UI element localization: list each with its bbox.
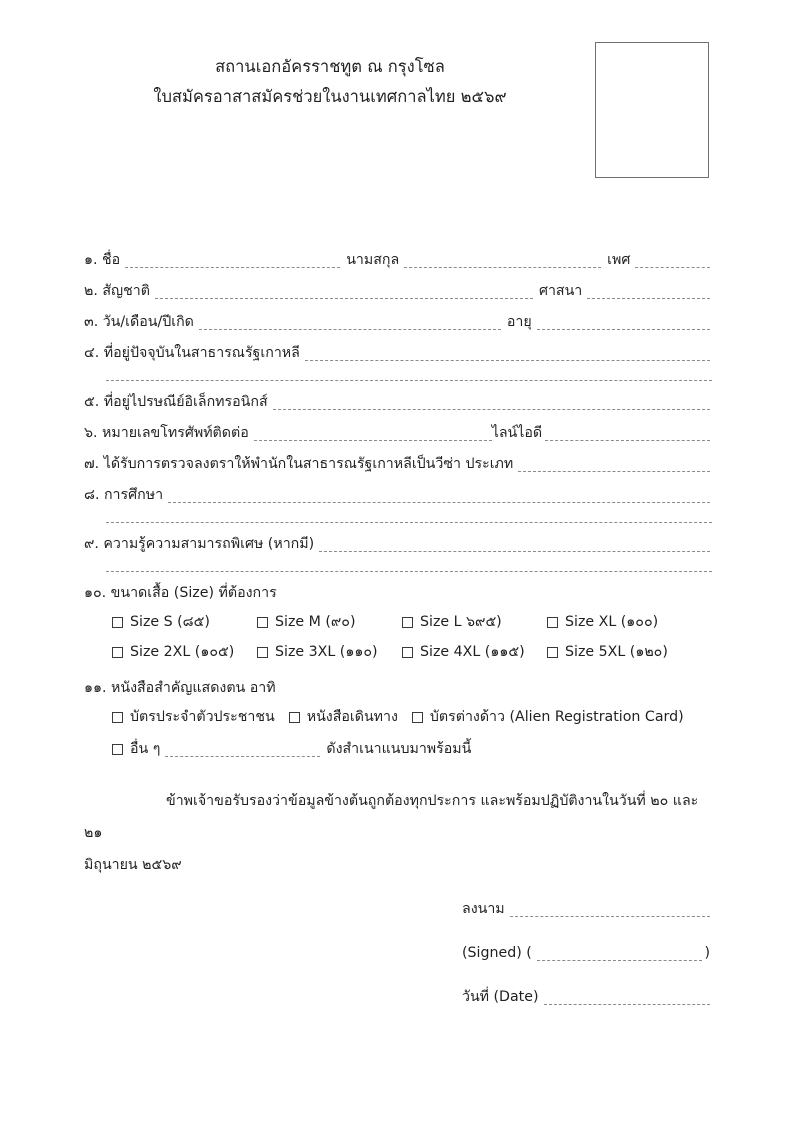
label-item9-skills: ๙. ความรู้ความสามารถพิเศษ (หากมี) <box>84 536 315 552</box>
checkbox-item-alien-registration-card[interactable] <box>412 707 684 727</box>
checkbox-icon[interactable] <box>112 617 123 628</box>
input-printed-name[interactable] <box>537 949 703 961</box>
label-item8-education: ๘. การศึกษา <box>84 487 164 503</box>
input-education-line1[interactable] <box>168 491 710 503</box>
input-signature[interactable] <box>510 905 710 917</box>
field-row-phone <box>84 423 712 443</box>
label-item11-identity-docs: ๑๑. หนังสือสำคัญแสดงตน อาทิ <box>84 680 276 696</box>
checkbox-label: Size L ๖๙๕) <box>420 614 502 630</box>
signature-row-printed-name <box>462 943 712 963</box>
checkbox-label: Size S (๘๕) <box>130 614 210 630</box>
checkbox-label: Size 3XL (๑๑๐) <box>275 644 378 660</box>
identity-docs-row <box>84 707 712 727</box>
input-phone[interactable] <box>254 429 492 441</box>
input-nationality[interactable] <box>155 287 533 299</box>
checkbox-icon[interactable] <box>257 647 268 658</box>
checkbox-label: Size XL (๑๐๐) <box>565 614 659 630</box>
checkbox-item-size-s[interactable] <box>112 612 257 632</box>
input-sex[interactable] <box>635 256 710 268</box>
input-address-line2[interactable] <box>106 369 712 381</box>
checkbox-item-size-m[interactable] <box>257 612 402 632</box>
checkbox-item-size-4xl[interactable] <box>402 642 547 662</box>
checkbox-icon[interactable] <box>547 647 558 658</box>
label-surname: นามสกุล <box>346 252 400 268</box>
label-signed-close-paren: ) <box>704 945 710 961</box>
label-item2-nationality: ๒. สัญชาติ <box>84 283 150 299</box>
form-body <box>84 250 712 1031</box>
checkbox-icon-other[interactable] <box>112 744 123 755</box>
label-item4-address: ๔. ที่อยู่ปัจจุบันในสาธารณรัฐเกาหลี <box>84 345 300 361</box>
input-address-line1[interactable] <box>305 349 710 361</box>
checkbox-label: Size 5XL (๑๒๐) <box>565 644 668 660</box>
label-item6-phone: ๖. หมายเลขโทรศัพท์ติดต่อ <box>84 425 249 441</box>
checkbox-icon[interactable] <box>402 647 413 658</box>
checkbox-icon[interactable] <box>402 617 413 628</box>
label-age: อายุ <box>506 314 532 330</box>
label-item10-shirt-size: ๑๐. ขนาดเสื้อ (Size) ที่ต้องการ <box>84 585 277 601</box>
label-sex: เพศ <box>607 252 631 268</box>
document-header <box>90 52 570 112</box>
label-other: อื่น ๆ <box>130 741 161 757</box>
checkbox-item-size-l[interactable] <box>402 612 547 632</box>
form-title: ใบสมัครอาสาสมัครช่วยในงานเทศกาลไทย ๒๕๖๙ <box>153 87 507 106</box>
field-row-education <box>84 485 712 505</box>
label-date: วันที่ (Date) <box>462 989 539 1005</box>
input-religion[interactable] <box>587 287 710 299</box>
label-line-id: ไลน์ไอดี <box>491 425 543 441</box>
checkbox-label: Size 2XL (๑๐๕) <box>130 644 235 660</box>
checkbox-label: บัตรต่างด้าว (Alien Registration Card) <box>429 709 684 725</box>
input-other-document[interactable] <box>165 745 320 757</box>
declaration-block <box>84 785 712 881</box>
field-row-address <box>84 343 712 363</box>
signature-row-date <box>462 987 712 1007</box>
field-row-nationality <box>84 281 712 301</box>
checkbox-label: บัตรประจำตัวประชาชน <box>130 709 275 725</box>
label-item1-name: ๑. ชื่อ <box>84 252 121 268</box>
identity-docs-other-row <box>84 739 712 759</box>
shirt-size-row-2 <box>84 642 712 662</box>
checkbox-label: Size 4XL (๑๑๕) <box>420 644 525 660</box>
checkbox-label: หนังสือเดินทาง <box>306 709 398 725</box>
label-attached-copy: ดังสำเนาแนบมาพร้อมนี้ <box>326 741 472 757</box>
field-row-email <box>84 392 712 412</box>
shirt-size-row-1 <box>84 612 712 632</box>
field-row-visa <box>84 454 712 474</box>
input-first-name[interactable] <box>125 256 340 268</box>
label-signed-thai: ลงนาม <box>462 901 505 917</box>
checkbox-icon[interactable] <box>257 617 268 628</box>
checkbox-icon[interactable] <box>412 712 423 723</box>
checkbox-item-national-id[interactable] <box>112 707 275 727</box>
input-visa-type[interactable] <box>518 460 710 472</box>
checkbox-icon[interactable] <box>112 712 123 723</box>
field-row-name <box>84 250 712 270</box>
label-signed-english: (Signed) ( <box>462 945 532 961</box>
signature-block <box>84 899 712 1007</box>
checkbox-label: Size M (๙๐) <box>275 614 356 630</box>
signature-row-thai <box>462 899 712 919</box>
photo-placeholder-box[interactable] <box>595 42 709 178</box>
checkbox-item-passport[interactable] <box>289 707 398 727</box>
organization-title: สถานเอกอัครราชทูต ณ กรุงโซล <box>215 57 445 76</box>
input-education-line2[interactable] <box>106 511 712 523</box>
input-skills-line1[interactable] <box>319 540 710 552</box>
field-row-birthdate <box>84 312 712 332</box>
label-item7-visa: ๗. ได้รับการตรวจลงตราให้พำนักในสาธารณรัฐเกาหลีเป็นวีซ่า ประเภท <box>84 456 514 472</box>
checkbox-item-size-xl[interactable] <box>547 612 658 632</box>
declaration-line-1: ข้าพเจ้าขอรับรองว่าข้อมูลข้างต้นถูกต้องทุกประการ และพร้อมปฏิบัติงานในวันที่ ๒๐ และ ๒๑ <box>84 793 699 841</box>
declaration-line-2: มิถุนายน ๒๕๖๙ <box>84 857 182 873</box>
checkbox-item-size-3xl[interactable] <box>257 642 402 662</box>
input-date[interactable] <box>544 993 710 1005</box>
label-religion: ศาสนา <box>538 283 583 299</box>
input-email[interactable] <box>273 398 710 410</box>
input-line-id[interactable] <box>545 429 710 441</box>
input-birthdate[interactable] <box>199 318 501 330</box>
checkbox-item-size-2xl[interactable] <box>112 642 257 662</box>
input-age[interactable] <box>537 318 710 330</box>
checkbox-icon[interactable] <box>289 712 300 723</box>
checkbox-icon[interactable] <box>547 617 558 628</box>
label-item5-email: ๕. ที่อยู่ไปรษณีย์อิเล็กทรอนิกส์ <box>84 394 268 410</box>
label-item3-birthdate: ๓. วัน/เดือน/ปีเกิด <box>84 314 194 330</box>
checkbox-item-size-5xl[interactable] <box>547 642 668 662</box>
field-row-skills <box>84 534 712 554</box>
input-skills-line2[interactable] <box>106 560 712 572</box>
checkbox-icon[interactable] <box>112 647 123 658</box>
input-surname[interactable] <box>404 256 601 268</box>
